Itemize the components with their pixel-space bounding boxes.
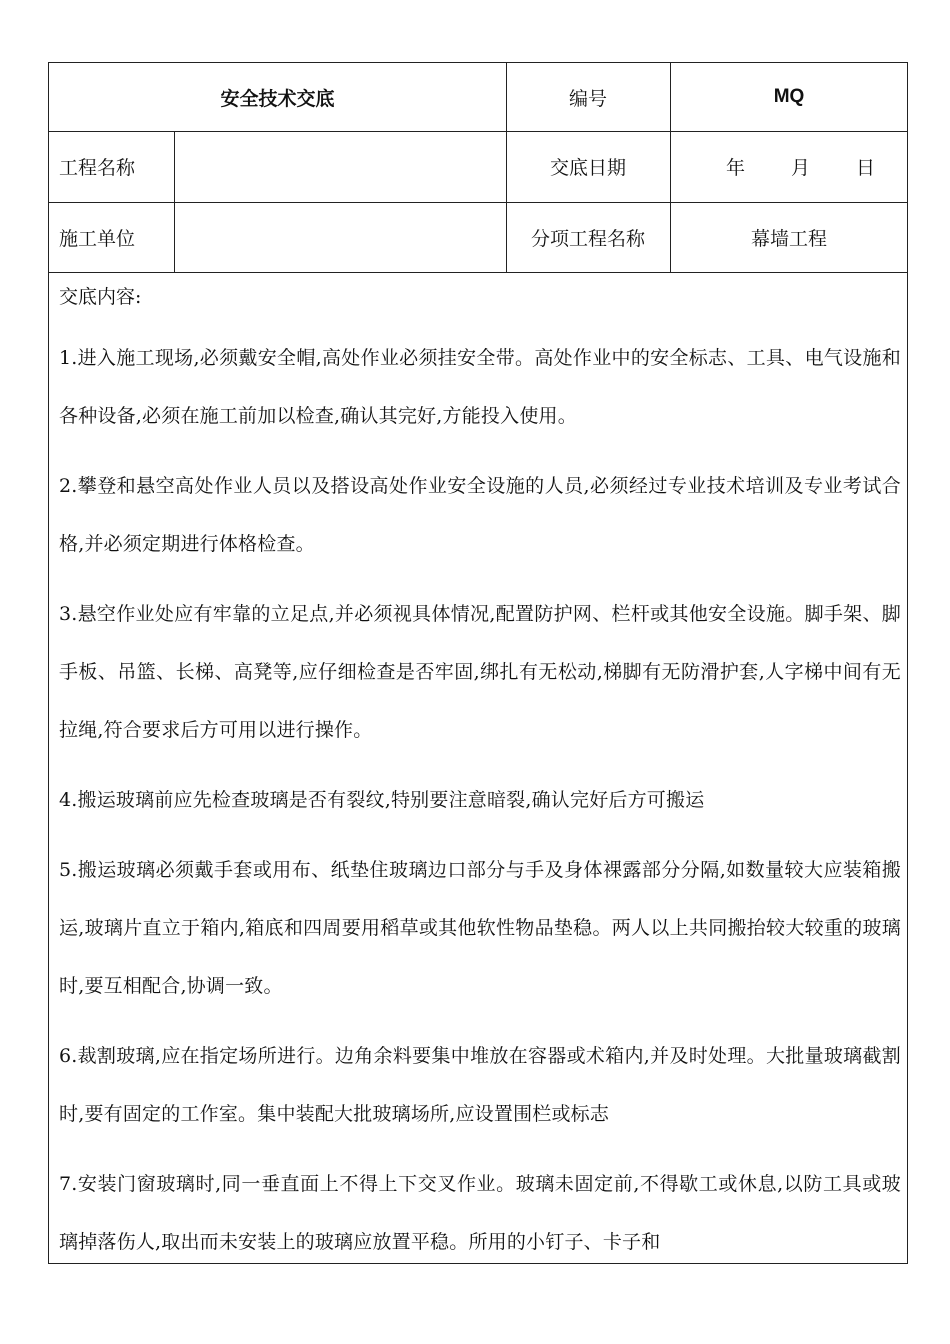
form-title: 安全技术交底 [220, 88, 335, 110]
safety-briefing-form [48, 62, 908, 1264]
content-item: 2.攀登和悬空高处作业人员以及搭设高处作业安全设施的人员,必须经过专业技术培训及专业考试合格,并必须定期进行体格检查。 [59, 475, 901, 555]
content-item: 1.进入施工现场,必须戴安全帽,高处作业必须挂安全带。高处作业中的安全标志、工具、电气设施和各种设备,必须在施工前加以检查,确认其完好,方能投入使用。 [59, 347, 901, 427]
number-value: MQ [773, 86, 805, 107]
unit-value [174, 202, 506, 272]
date-day: 日 [856, 157, 876, 179]
number-label: 编号 [568, 87, 607, 110]
date-month: 月 [791, 157, 811, 179]
sub-project-label: 分项工程名称 [530, 227, 645, 250]
content-item: 5.搬运玻璃必须戴手套或用布、纸垫住玻璃边口部分与手及身体裸露部分分隔,如数量较大应装箱搬运,玻璃片直立于箱内,箱底和四周要用稻草或其他软性物品垫稳。两人以上共同搬抬较大较重的玻璃时,要互相配合,协调一致。 [59, 859, 901, 997]
content-item: 6.裁割玻璃,应在指定场所进行。边角余料要集中堆放在容器或术箱内,并及时处理。大批量玻璃截割时,要有固定的工作室。集中装配大批玻璃场所,应设置围栏或标志 [59, 1045, 901, 1125]
content-item: 4.搬运玻璃前应先检查玻璃是否有裂纹,特别要注意暗裂,确认完好后方可搬运 [59, 789, 705, 811]
date-year: 年 [726, 157, 746, 179]
date-value [670, 131, 908, 202]
project-name-label: 工程名称 [59, 157, 136, 179]
unit-label: 施工单位 [59, 227, 136, 250]
content-item: 3.悬空作业处应有牢靠的立足点,并必须视具体情况,配置防护网、栏杆或其他安全设施。脚手架、脚手板、吊篮、长梯、高凳等,应仔细检查是否牢固,绑扎有无松动,梯脚有无防滑护套,人字梯中间有无拉绳,符合要求后方可用以进行操作。 [59, 603, 901, 741]
content-title: 交底内容: [59, 286, 142, 308]
briefing-content [59, 273, 901, 1271]
content-item: 7.安装门窗玻璃时,同一垂直面上不得上下交叉作业。玻璃未固定前,不得歇工或休息,以防工具或玻璃掉落伤人,取出而未安装上的玻璃应放置平稳。所用的小钉子、卡子和 [59, 1173, 901, 1253]
project-name-value [174, 131, 506, 202]
date-label: 交底日期 [549, 157, 626, 179]
sub-project-value: 幕墙工程 [750, 227, 827, 250]
